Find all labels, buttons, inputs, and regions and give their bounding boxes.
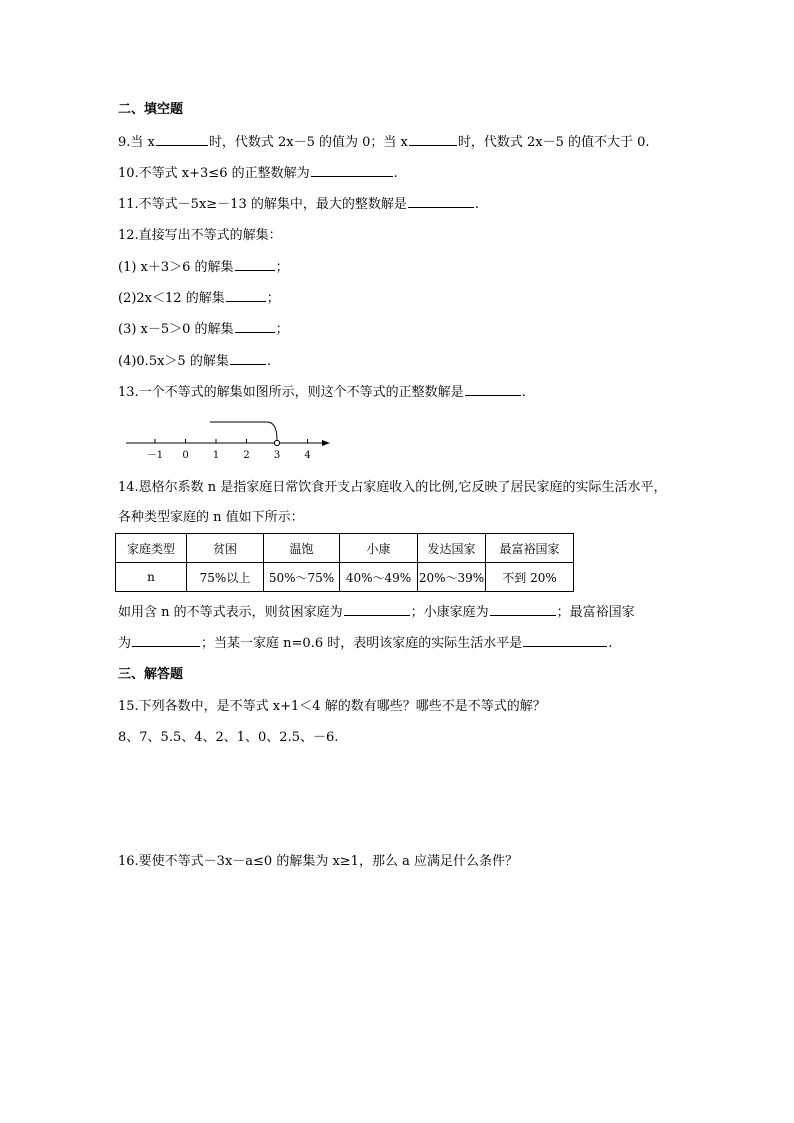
q13-text-2: . [521,385,526,400]
table-cell: 50%～75% [264,563,340,592]
number-line-tick-label: 3 [273,450,281,461]
q11-text-1: 11.不等式－5x≥－13 的解集中，最大的整数解是 [118,197,407,212]
number-line-diagram [120,412,340,464]
q13-text-1: 13.一个不等式的解集如图所示，则这个不等式的正整数解是 [118,385,464,400]
question-12-item-2 [118,289,280,308]
q14-blank-poor[interactable] [344,603,410,616]
q12-item-2-text: (2)2x＜12 的解集 [118,291,225,306]
question-15-line-2: 8、7、5.5、4、2、1、0、2.5、－6. [118,730,339,745]
number-line-ticks [147,439,311,461]
table-header-cell: 温饱 [264,534,340,563]
q12-item-2-end: ； [266,291,280,306]
question-12-item-4 [118,352,271,371]
q11-text-2: . [474,197,479,212]
table-header-cell: 贫困 [187,534,264,563]
q14-text-5: ；当某一家庭 n=0.6 时，表明该家庭的实际生活水平是 [201,636,523,651]
number-line-solution-ray [210,422,277,440]
number-line-tick-label: 0 [182,450,189,461]
q13-blank[interactable] [465,383,521,396]
table-cell: 20%～39% [418,563,486,592]
q14-blank-moderate[interactable] [490,603,556,616]
number-line-tick-label: 1 [212,450,220,461]
q9-blank-1[interactable] [156,133,208,146]
question-14-line-1: 14.恩格尔系数 n 是指家庭日常饮食开支占家庭收入的比例,它反映了居民家庭的实际生活水平， [118,480,667,495]
q9-blank-2[interactable] [409,133,457,146]
q10-text-2: . [393,166,398,181]
q10-blank[interactable] [311,164,393,177]
question-13 [118,383,526,402]
table-cell: 不到 20% [486,563,574,592]
section-3-title: 三、解答题 [118,667,184,682]
q12-item-1-text: (1) x＋3＞6 的解集 [118,260,234,275]
q9-text-2: 时，代数式 2x－5 的值为 0；当 x [208,135,408,150]
table-cell: 75%以上 [187,563,264,592]
question-12-stem: 12.直接写出不等式的解集： [118,228,282,243]
table-cell: n [116,563,187,592]
q12-item-2-blank[interactable] [226,289,266,302]
q14-text-2: ；小康家庭为 [410,605,489,620]
q12-item-3-end: ； [275,322,289,337]
engel-coefficient-table [115,533,574,592]
q12-item-3-text: (3) x－5＞0 的解集 [118,322,234,337]
number-line-open-point [274,440,279,445]
q11-blank[interactable] [408,195,474,208]
question-15-line-1: 15.下列各数中，是不等式 x+1＜4 解的数有哪些？哪些不是不等式的解？ [118,699,546,714]
question-10 [118,164,398,183]
q9-text-3: 时，代数式 2x－5 的值不大于 0. [457,135,650,150]
question-11 [118,195,479,214]
q12-item-4-end: . [266,354,271,369]
q12-item-4-text: (4)0.5x＞5 的解集 [118,354,229,369]
table-header-row [116,534,574,563]
q12-item-1-blank[interactable] [235,258,275,271]
table-header-cell: 家庭类型 [116,534,187,563]
section-2-title: 二、填空题 [118,102,184,117]
q10-text-1: 10.不等式 x+3≤6 的正整数解为 [118,166,310,181]
question-14-line-3 [118,603,635,622]
q14-blank-level[interactable] [523,634,607,647]
q14-blank-richest[interactable] [132,634,200,647]
table-row [116,563,574,592]
q14-text-3: ；最富裕国家 [556,605,635,620]
number-line-tick-label: 4 [304,450,311,461]
number-line-arrow-icon [322,440,330,446]
table-header-cell: 最富裕国家 [486,534,574,563]
q12-item-4-blank[interactable] [230,352,266,365]
question-16: 16.要使不等式－3x－a≤0 的解集为 x≥1，那么 a 应满足什么条件？ [118,854,518,869]
question-12-item-3 [118,320,289,339]
q12-item-1-end: ； [275,260,289,275]
question-14-line-2: 各种类型家庭的 n 值如下所示： [118,510,304,525]
question-9 [118,133,650,152]
q14-text-4: 为 [118,636,132,651]
q14-text-6: . [608,636,613,651]
table-header-cell: 发达国家 [418,534,486,563]
question-12-item-1 [118,258,289,277]
q12-item-3-blank[interactable] [235,320,275,333]
number-line-tick-label: 2 [243,450,250,461]
q14-text-1: 如用含 n 的不等式表示，则贫困家庭为 [118,605,343,620]
table-cell: 40%～49% [340,563,418,592]
table-header-cell: 小康 [340,534,418,563]
q9-text-1: 9.当 x [118,135,155,150]
number-line-tick-label: －1 [146,450,164,461]
question-14-line-4 [118,634,612,653]
